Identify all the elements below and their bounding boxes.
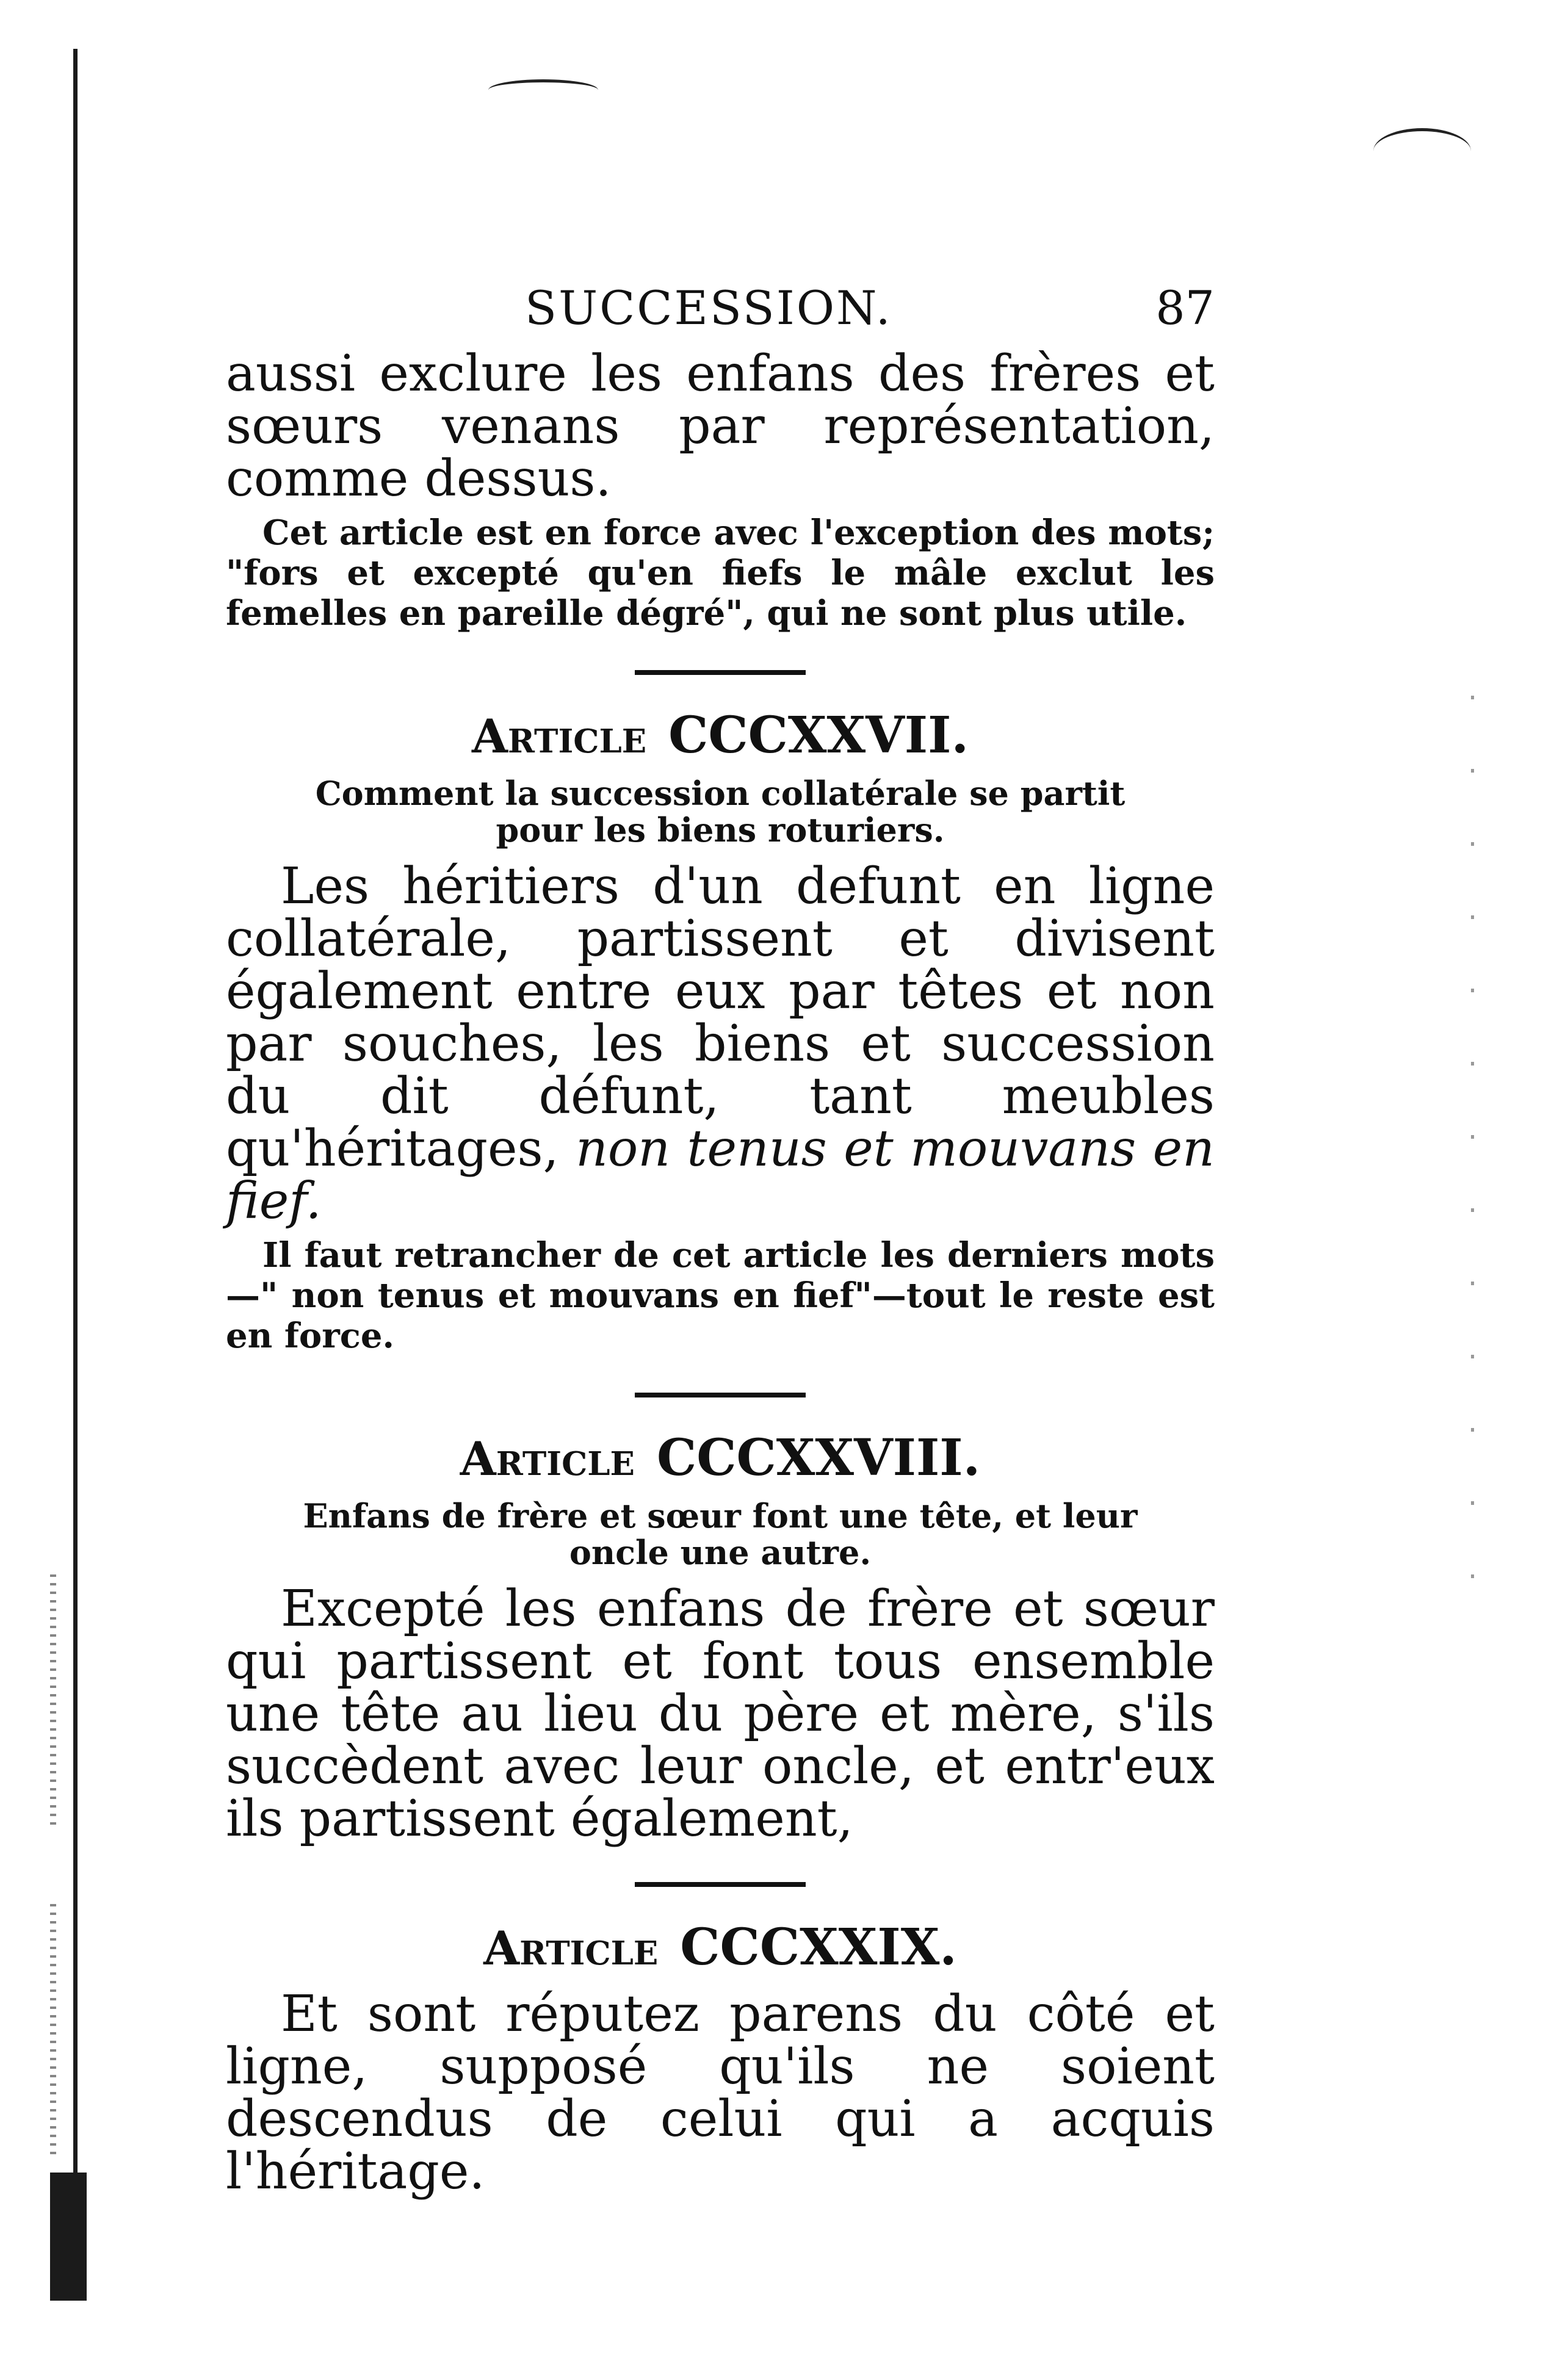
section-divider: [635, 670, 806, 675]
scan-pen-mark: [1373, 128, 1471, 174]
article-label: Article: [471, 709, 647, 763]
article-cccxxviii: [226, 1429, 1215, 1848]
book-page: [226, 281, 1215, 2201]
scan-pen-mark: [488, 79, 598, 101]
article-number: CCCXXVIII.: [656, 1429, 981, 1487]
article-note: Il faut retrancher de cet article les derniers mots —" non tenus et mouvans en fief"—tout le reste est en force.: [226, 1235, 1215, 1356]
page-header: [226, 281, 1215, 348]
article-cccxxvii: [226, 708, 1215, 1356]
article-label: Article: [483, 1921, 659, 1975]
scan-edge-speckle: [50, 1904, 56, 2160]
page-number: 87: [1155, 281, 1215, 335]
article-heading: [226, 708, 1215, 764]
article-text: Excepté les enfans de frère et sœur qui partissent et font tous ensemble une tête au lieu du père et mère, s'ils succèdent avec leur oncle, et entr'eux ils partissent également,: [226, 1580, 1215, 1848]
scan-edge-speckle: [50, 1574, 56, 1831]
running-title: SUCCESSION.: [525, 281, 892, 335]
scan-dot-column: [1471, 671, 1474, 1648]
continuation-text: aussi exclure les enfans des frères et sœurs venans par représentation, comme dessus.: [226, 345, 1215, 508]
section-divider: [635, 1882, 806, 1887]
continuation-note: Cet article est en force avec l'exception des mots; "fors et excepté qu'en fiefs le mâle exclut les femelles en pareille dégré", qui ne sont plus utile.: [226, 513, 1215, 633]
article-text: [226, 857, 1215, 1230]
article-heading: [226, 1920, 1215, 1976]
scan-edge-line: [73, 49, 78, 2301]
section-divider: [635, 1393, 806, 1397]
article-text-italic: non tenus et mouvans en fief.: [226, 1120, 1215, 1230]
article-text: Et sont réputez parens du côté et ligne, supposé qu'ils ne soient descendus de celui qui a acquis l'héritage.: [226, 1985, 1215, 2201]
article-heading: [226, 1430, 1215, 1487]
scan-edge-block: [50, 2173, 87, 2301]
article-cccxxix: [226, 1918, 1215, 2201]
article-summary: Enfans de frère et sœur font une tête, et leur oncle une autre.: [303, 1496, 1138, 1572]
article-text-main: Les héritiers d'un defunt en ligne collatérale, partissent et divisent également entre eux par têtes et non par souches, les biens et succession du dit défunt, tant meubles qu'héritages,: [226, 857, 1215, 1178]
article-number: CCCXXIX.: [680, 1918, 957, 1977]
article-label: Article: [460, 1432, 635, 1486]
article-summary: Comment la succession collatérale se partit pour les biens roturiers.: [315, 774, 1126, 849]
article-number: CCCXXVII.: [668, 706, 969, 765]
